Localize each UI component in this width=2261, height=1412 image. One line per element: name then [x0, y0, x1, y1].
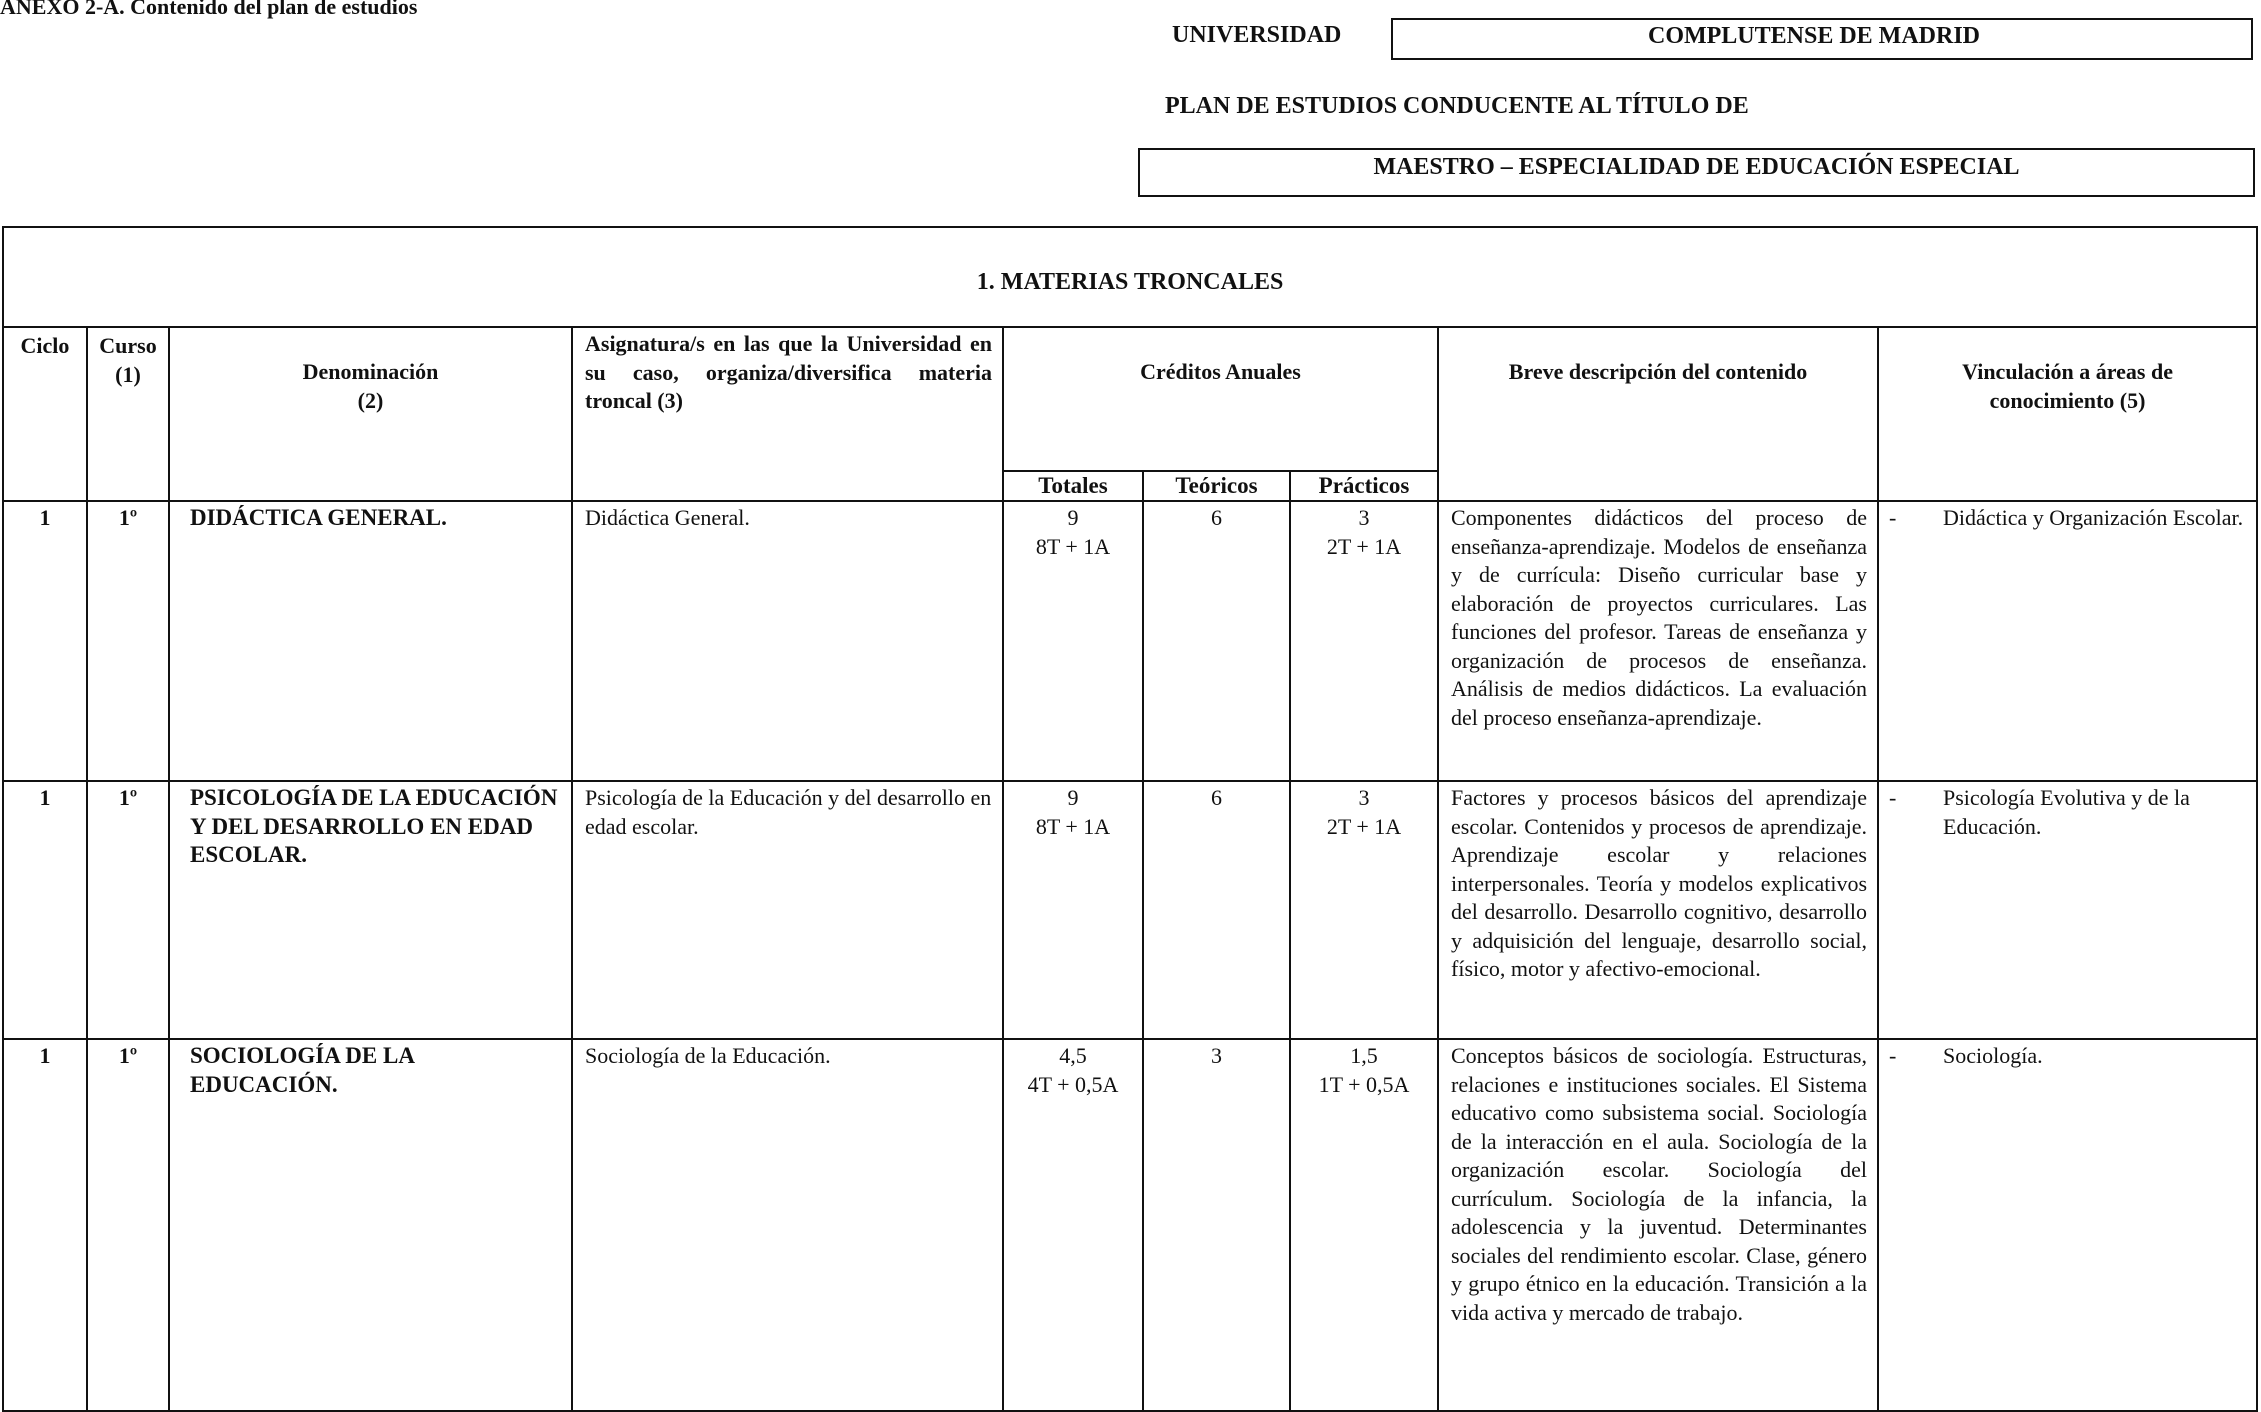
header-asignaturas: Asignatura/s en las que la Universidad en su caso, organiza/diversifica materia troncal (3) [572, 327, 1003, 501]
area-dash: - [1889, 1043, 1897, 1068]
header-teoricos: Teóricos [1143, 471, 1290, 501]
cell-totales-value: 4,5 [1059, 1043, 1087, 1068]
table-row [3, 501, 2257, 781]
section-title: 1. MATERIAS TRONCALES [3, 227, 2257, 327]
cell-area [1878, 1039, 2257, 1411]
header-descripcion: Breve descripción del contenido [1438, 327, 1878, 501]
cell-totales [1003, 1039, 1143, 1411]
area-text: Didáctica y Organización Escolar. [1943, 505, 2244, 530]
header-creditos: Créditos Anuales [1003, 327, 1438, 471]
table-row [3, 781, 2257, 1039]
cell-teoricos: 6 [1143, 501, 1290, 781]
cell-totales-detail: 4T + 0,5A [1027, 1071, 1119, 1097]
header-practicos: Prácticos [1290, 471, 1438, 501]
cell-totales-detail: 8T + 1A [1035, 813, 1111, 839]
university-label: UNIVERSIDAD [1172, 22, 1342, 48]
cell-practicos-detail: 1T + 0,5A [1318, 1071, 1410, 1097]
cell-totales-value: 9 [1067, 505, 1079, 530]
cell-totales [1003, 501, 1143, 781]
cell-denominacion: DIDÁCTICA GENERAL. [169, 501, 572, 781]
cell-ciclo: 1 [3, 501, 87, 781]
cell-teoricos: 6 [1143, 781, 1290, 1039]
area-dash: - [1889, 785, 1897, 810]
cell-descripcion: Factores y procesos básicos del aprendizaje escolar. Contenidos y procesos de aprendizaje. Aprendizaje escolar y relaciones interpersonales. Teoría y modelos explicativos del desarrollo. Desarrollo cognitivo, desarrollo y adquisición del lenguaje, desarrollo social, físico, motor y afectivo-emocional. [1438, 781, 1878, 1039]
header-denominacion [169, 327, 572, 501]
cell-practicos [1290, 501, 1438, 781]
cell-descripcion: Conceptos básicos de sociología. Estructuras, relaciones e instituciones sociales. El Sistema educativo como subsistema social. Sociología de la interacción en el aula. Sociología de la organización escolar. Sociología del currículum. Sociología de la infancia, la adolescencia y la juventud. Determinantes sociales del rendimiento escolar. Clase, género y grupo étnico en la educación. Transición a la vida activa y mercado de trabajo. [1438, 1039, 1878, 1411]
header-denominacion-label: Denominación [302, 359, 439, 384]
materias-troncales-table [2, 226, 2258, 1412]
cell-area [1878, 781, 2257, 1039]
degree-title-box [1138, 148, 2255, 197]
cell-curso: 1º [87, 781, 169, 1039]
cell-ciclo: 1 [3, 1039, 87, 1411]
cell-descripcion: Componentes didácticos del proceso de enseñanza-aprendizaje. Modelos de enseñanza y de currícula: Diseño curricular base y elaboración de proyectos curriculares. Las funciones del profesor. Tareas de enseñanza y organización de procesos de enseñanza. Análisis de medios didácticos. La evaluación del proceso enseñanza-aprendizaje. [1438, 501, 1878, 781]
cell-asignatura: Psicología de la Educación y del desarrollo en edad escolar. [572, 781, 1003, 1039]
header-denominacion-note: (2) [357, 387, 384, 413]
cell-totales-value: 9 [1067, 785, 1079, 810]
cell-practicos-detail: 2T + 1A [1326, 533, 1402, 559]
cell-denominacion: SOCIOLOGÍA DE LA EDUCACIÓN. [169, 1039, 572, 1411]
area-text: Psicología Evolutiva y de la Educación. [1943, 785, 2190, 839]
plan-label: PLAN DE ESTUDIOS CONDUCENTE AL TÍTULO DE [1165, 93, 1749, 119]
university-box [1391, 18, 2253, 60]
cell-curso: 1º [87, 501, 169, 781]
area-dash: - [1889, 505, 1897, 530]
cell-ciclo: 1 [3, 781, 87, 1039]
header-vinculacion: Vinculación a áreas de conocimiento (5) [1878, 327, 2257, 501]
header-ciclo: Ciclo [3, 327, 87, 501]
cell-practicos-value: 1,5 [1350, 1043, 1378, 1068]
cell-practicos [1290, 781, 1438, 1039]
cell-curso: 1º [87, 1039, 169, 1411]
cell-practicos-value: 3 [1358, 505, 1370, 530]
header-totales: Totales [1003, 471, 1143, 501]
table-row [3, 1039, 2257, 1411]
cell-asignatura: Didáctica General. [572, 501, 1003, 781]
cell-teoricos: 3 [1143, 1039, 1290, 1411]
cell-asignatura: Sociología de la Educación. [572, 1039, 1003, 1411]
cell-denominacion: PSICOLOGÍA DE LA EDUCACIÓN Y DEL DESARROLLO EN EDAD ESCOLAR. [169, 781, 572, 1039]
header-curso-note: (1) [115, 361, 141, 387]
area-text: Sociología. [1943, 1043, 2043, 1068]
annex-title: ANEXO 2-A. Contenido del plan de estudios [0, 0, 418, 19]
degree-title: MAESTRO – ESPECIALIDAD DE EDUCACIÓN ESPECIAL [1373, 154, 2020, 180]
header-curso-label: Curso [99, 333, 157, 358]
header-curso [87, 327, 169, 501]
university-name: COMPLUTENSE DE MADRID [1647, 23, 1980, 49]
cell-practicos-value: 3 [1358, 785, 1370, 810]
cell-practicos-detail: 2T + 1A [1326, 813, 1402, 839]
cell-area [1878, 501, 2257, 781]
header-row [3, 327, 2257, 471]
cell-totales-detail: 8T + 1A [1035, 533, 1111, 559]
cell-practicos [1290, 1039, 1438, 1411]
cell-totales [1003, 781, 1143, 1039]
